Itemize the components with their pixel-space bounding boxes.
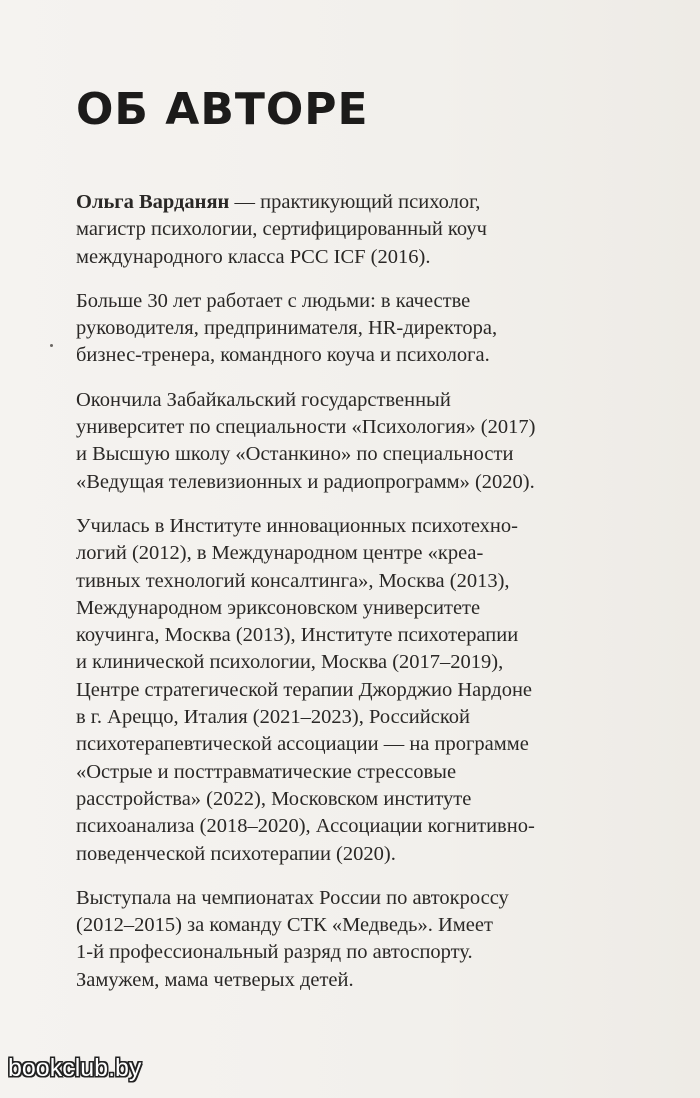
text-line: «Ведущая телевизионных и радиопрограмм» (2020).: [76, 470, 535, 493]
text-line: Училась в Институте инновационных психотехно-: [76, 514, 518, 537]
text-line: логий (2012), в Международном центре «креа-: [76, 542, 484, 565]
text-line: коучинга, Москва (2013), Институте психотерапии: [76, 624, 519, 647]
page-heading: ОБ АВТОРЕ: [76, 84, 369, 135]
text-line: магистр психологии, сертифицированный коуч: [76, 218, 487, 241]
text-line: [76, 189, 636, 216]
author-name: Ольга Варданян: [76, 191, 230, 213]
text-line: Больше 30 лет работает с людьми: в качестве: [76, 289, 471, 312]
text-line: психотерапевтической ассоциации — на программе: [76, 733, 529, 756]
bio-paragraph-training: [76, 513, 636, 868]
text-line: 1-й профессиональный разряд по автоспорту.: [76, 941, 473, 964]
print-speck: [50, 344, 53, 347]
text-line: руководителя, предпринимателя, HR-директора,: [76, 317, 498, 340]
bio-paragraph-intro: [76, 189, 636, 271]
site-watermark: bookclub.by: [8, 1054, 142, 1082]
text-line: и Высшую школу «Останкино» по специальности: [76, 443, 514, 466]
text-fragment: — практикующий психолог,: [229, 191, 481, 213]
text-line: (2012–2015) за команду СТК «Медведь». Имеет: [76, 914, 493, 937]
bio-paragraph-education: [76, 387, 636, 496]
text-line: Международном эриксоновском университете: [76, 596, 481, 619]
text-line: расстройства» (2022), Московском институте: [76, 787, 472, 810]
text-line: в г. Ареццо, Италия (2021–2023), Российской: [76, 706, 470, 729]
bio-paragraph-personal: [76, 885, 636, 994]
text-line: и клинической психологии, Москва (2017–2019),: [76, 651, 504, 674]
text-line: университет по специальности «Психология» (2017): [76, 416, 536, 439]
text-line: поведенческой психотерапии (2020).: [76, 842, 396, 865]
text-line: Окончила Забайкальский государственный: [76, 388, 451, 411]
text-line: «Острые и посттравматические стрессовые: [76, 760, 457, 783]
text-line: Центре стратегической терапии Джорджио Нардоне: [76, 678, 533, 701]
author-bio: [76, 189, 636, 1011]
text-line: Замужем, мама четверых детей.: [76, 968, 354, 991]
text-line: бизнес-тренера, командного коуча и психолога.: [76, 344, 490, 367]
text-line: Выступала на чемпионатах России по автокроссу: [76, 886, 509, 909]
text-line: психоанализа (2018–2020), Ассоциации когнитивно-: [76, 815, 535, 838]
text-line: международного класса PCC ICF (2016).: [76, 245, 431, 268]
bio-paragraph-experience: [76, 288, 636, 370]
text-line: тивных технологий консалтинга», Москва (2013),: [76, 569, 510, 592]
